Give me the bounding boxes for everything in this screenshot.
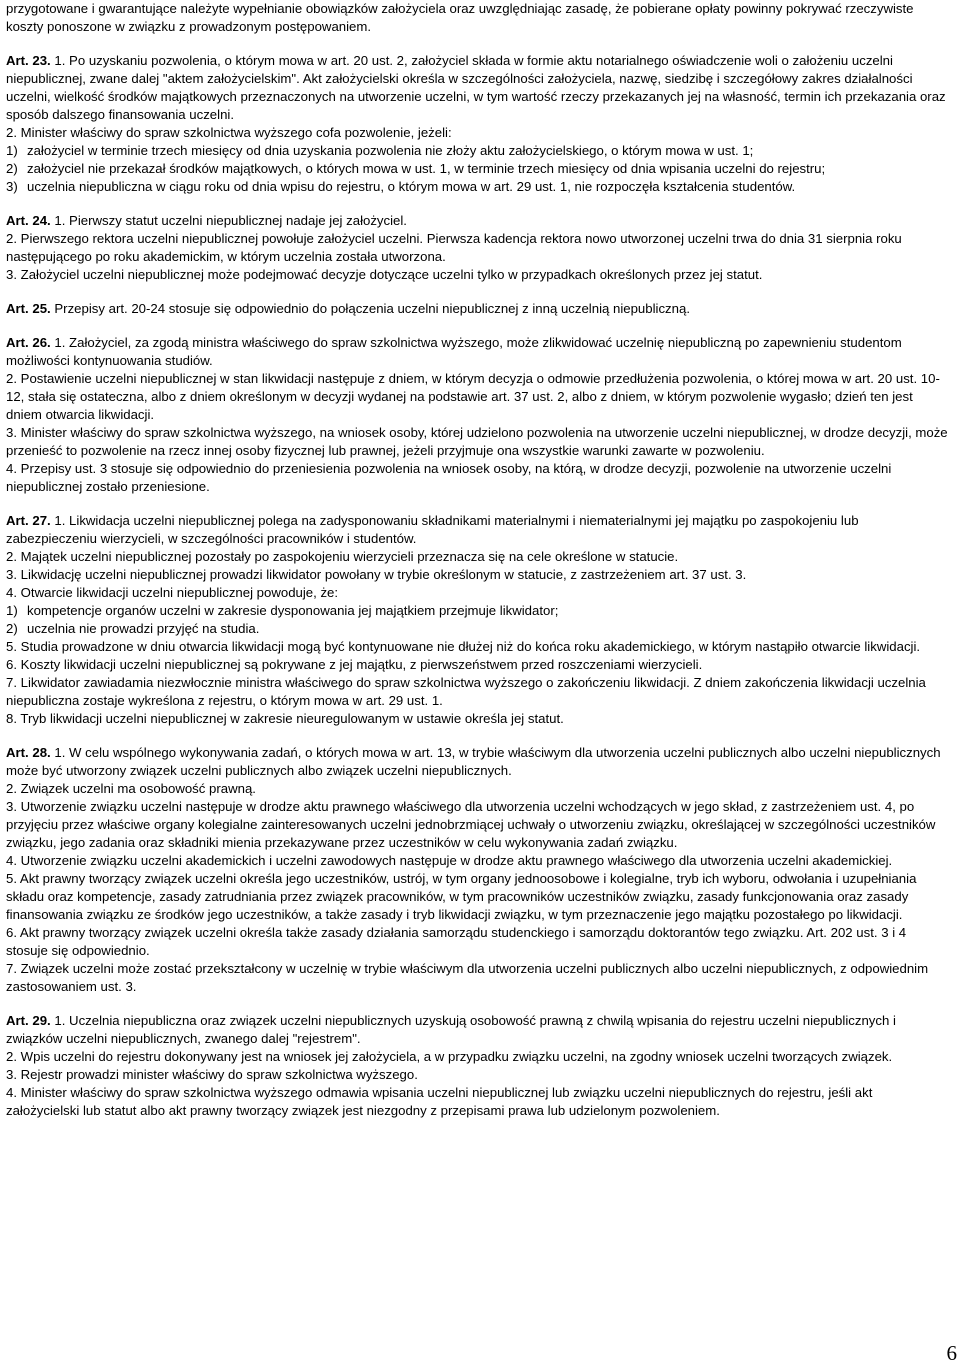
article-27-par-1-text: 1. Likwidacja uczelni niepublicznej polega na zadysponowaniu składnikami materialnymi i niematerialnymi jej majątku po zaspokojeniu lub zabezpieczeniu wierzycieli, w szczególności pracowników i studentów. [6,513,859,546]
article-26-par-3: 3. Minister właściwy do spraw szkolnictwa wyższego, na wniosek osoby, której udzielono pozwolenia na utworzenie uczelni niepublicznej, w drodze decyzji, może przenieść to pozwolenie na rzecz innej osoby fizycznej lub prawnej, jeżeli przyjmuje ona wszystkie warunki zawarte w pozwoleniu. [6,425,948,458]
item-number: 1) [6,603,18,618]
article-24 [6,212,948,284]
item-number: 2) [6,621,18,636]
article-25-par-1-text: Przepisy art. 20-24 stosuje się odpowiednio do połączenia uczelni niepublicznej z inną uczelnią niepubliczną. [54,301,690,316]
article-26 [6,334,948,496]
article-27-par-2: 2. Majątek uczelni niepublicznej pozostały po zaspokojeniu wierzycieli przeznacza się na cele określone w statucie. [6,549,679,564]
article-29 [6,1012,948,1120]
item-text: uczelnia nie prowadzi przyjęć na studia. [27,621,260,636]
article-24-label: Art. 24. [6,213,51,228]
article-28-par-2: 2. Związek uczelni ma osobowość prawną. [6,781,256,796]
article-26-par-2: 2. Postawienie uczelni niepublicznej w stan likwidacji następuje z dniem, w którym decyzja o odmowie przedłużenia pozwolenia, o której mowa w art. 20 ust. 10-12, stała się ostateczna, albo z dniem określonym w decyzji wydanej na podstawie art. 37 ust. 2, albo z dniem, w którym pozwolenie wygasło; dzień ten jest dniem otwarcia likwidacji. [6,371,940,422]
article-27-par-3: 3. Likwidację uczelni niepublicznej prowadzi likwidator powołany w trybie określonym w statucie, z zastrzeżeniem art. 37 ust. 3. [6,567,747,582]
article-27 [6,512,948,728]
article-26-par-1-text: 1. Założyciel, za zgodą ministra właściwego do spraw szkolnictwa wyższego, może zlikwidować uczelnię niepubliczną po zapewnieniu studentom możliwości kontynuowania studiów. [6,335,902,368]
document-page [6,0,948,1120]
article-29-par-1-text: 1. Uczelnia niepubliczna oraz związek uczelni niepublicznych uzyskują osobowość prawną z chwilą wpisania do rejestru uczelni niepublicznych i związków uczelni niepublicznych, zwanego dalej "rejestrem". [6,1013,896,1046]
article-25-par-1 [6,300,948,318]
article-27-par-8: 8. Tryb likwidacji uczelni niepublicznej w zakresie nieuregulowanym w ustawie określa jej statut. [6,711,564,726]
article-27-item-2 [6,620,948,638]
article-28-par-4: 4. Utworzenie związku uczelni akademickich i uczelni zawodowych następuje w drodze aktu prawnego właściwego dla utworzenia uczelni akademickiej. [6,853,893,868]
item-text: założyciel nie przekazał środków majątkowych, o których mowa w ust. 1, w terminie trzech miesięcy od dnia wpisania uczelni do rejestru; [27,161,826,176]
article-23-item-2 [6,160,948,178]
article-28-par-5: 5. Akt prawny tworzący związek uczelni określa jego uczestników, ustrój, w tym organy jednoosobowe i kolegialne, tryb ich wyboru, odwołania i uzupełniania składu oraz kompetencje, zasady zatrudniania przez związek pracowników, w tym pracowników uczestników związku, zasady funkcjonowania oraz zasady finansowania związku ze środków jego uczestników, a także zasady i tryb likwidacji związku, w tym przeznaczenie jego majątku pozostałego po likwidacji. [6,871,917,922]
item-text: założyciel w terminie trzech miesięcy od dnia uzyskania pozwolenia nie złoży aktu założycielskiego, o którym mowa w ust. 1; [27,143,754,158]
article-28-par-6: 6. Akt prawny tworzący związek uczelni określa także zasady działania samorządu studenckiego i samorządu doktorantów tego związku. Art. 202 ust. 3 i 4 stosuje się odpowiednio. [6,925,907,958]
article-23-label: Art. 23. [6,53,51,68]
article-24-par-3: 3. Założyciel uczelni niepublicznej może podejmować decyzje dotyczące uczelni tylko w przypadkach określonych przez jej statut. [6,267,763,282]
article-23-par-1 [6,52,948,124]
article-25 [6,300,948,318]
article-29-par-3: 3. Rejestr prowadzi minister właściwy do spraw szkolnictwa wyższego. [6,1067,418,1082]
article-27-par-6: 6. Koszty likwidacji uczelni niepublicznej są pokrywane z jej majątku, z pierwszeństwem przed roszczeniami wierzycieli. [6,657,703,672]
intro-paragraph: przygotowane i gwarantujące należyte wypełnianie obowiązków założyciela oraz uwzględniając zasadę, że pobierane opłaty powinny pokrywać rzeczywiste koszty ponoszone w związku z prowadzonym postępowaniem. [6,1,914,34]
article-29-label: Art. 29. [6,1013,51,1028]
article-28-par-1-text: 1. W celu wspólnego wykonywania zadań, o których mowa w art. 13, w trybie właściwym dla utworzenia uczelni publicznych albo uczelni niepublicznych może być utworzony związek uczelni publicznych albo związek uczelni niepublicznych. [6,745,941,778]
article-28-par-7: 7. Związek uczelni może zostać przekształcony w uczelnię w trybie właściwym dla utworzenia uczelni publicznych albo uczelni niepublicznych, z odpowiednim zastosowaniem ust. 3. [6,961,929,994]
article-27-par-7: 7. Likwidator zawiadamia niezwłocznie ministra właściwego do spraw szkolnictwa wyższego o zakończeniu likwidacji. Z dniem zakończenia likwidacji uczelnia niepubliczna zostaje wykreślona z rejestru, o którym mowa w art. 29 ust. 1. [6,675,926,708]
article-23-par-1-text: 1. Po uzyskaniu pozwolenia, o którym mowa w art. 20 ust. 2, założyciel składa w formie aktu notarialnego oświadczenie woli o założeniu uczelni niepublicznej, zwane dalej "aktem założycielskim". Akt założycielski określa w szczególności założyciela, nazwę, siedzibę i szczegółowy zakres działalności uczelni, wielkość środków majątkowych przeznaczonych na utworzenie uczelni, w tym wartość rzeczy przekazanych jej na własność, termin ich przekazania oraz sposób dalszego finansowania uczelni. [6,53,946,122]
article-23-item-1 [6,142,948,160]
item-number: 3) [6,179,18,194]
article-26-par-1 [6,334,948,370]
article-24-par-2: 2. Pierwszego rektora uczelni niepublicznej powołuje założyciel uczelni. Pierwsza kadencja rektora nowo utworzonej uczelni trwa do dnia 31 sierpnia roku następującego po roku akademickim, w którym uczelnia została utworzona. [6,231,902,264]
article-27-par-4: 4. Otwarcie likwidacji uczelni niepublicznej powoduje, że: [6,585,339,600]
article-27-label: Art. 27. [6,513,51,528]
article-26-par-4: 4. Przepisy ust. 3 stosuje się odpowiednio do przeniesienia pozwolenia na wniosek osoby, na którą, w drodze decyzji, pozwolenie na utworzenie uczelni niepublicznej zostało przeniesione. [6,461,892,494]
article-26-label: Art. 26. [6,335,51,350]
article-25-label: Art. 25. [6,301,51,316]
item-text: uczelnia niepubliczna w ciągu roku od dnia wpisu do rejestru, o którym mowa w art. 29 ust. 1, nie rozpoczęła kształcenia studentów. [27,179,796,194]
page-number: 6 [946,1341,957,1365]
article-23-par-2: 2. Minister właściwy do spraw szkolnictwa wyższego cofa pozwolenie, jeżeli: [6,125,452,140]
article-28-label: Art. 28. [6,745,51,760]
article-29-par-4: 4. Minister właściwy do spraw szkolnictwa wyższego odmawia wpisania uczelni niepublicznej lub związku uczelni niepublicznych do rejestru, jeśli akt założycielski lub statut albo akt prawny tworzący związek jest niezgodny z przepisami prawa lub udzielonym pozwoleniem. [6,1085,873,1118]
item-number: 2) [6,161,18,176]
article-27-par-1 [6,512,948,548]
item-number: 1) [6,143,18,158]
article-24-par-1 [6,212,948,230]
article-28-par-1 [6,744,948,780]
article-24-par-1-text: 1. Pierwszy statut uczelni niepublicznej nadaje jej założyciel. [54,213,407,228]
article-28-par-3: 3. Utworzenie związku uczelni następuje w drodze aktu prawnego właściwego dla utworzenia uczelni wchodzących w jego skład, z zastrzeżeniem ust. 4, po przyjęciu przez właściwe organy kolegialne zainteresowanych uczelni jednobrzmiącej uchwały o utworzeniu związku, określającej w szczególności uczestników związku, jego zadania oraz składniki mienia przekazywane przez uczestników w celu wykonywania zadań związku. [6,799,936,850]
article-29-par-1 [6,1012,948,1048]
article-29-par-2: 2. Wpis uczelni do rejestru dokonywany jest na wniosek jej założyciela, a w przypadku związku uczelni, na zgodny wniosek uczelni tworzących związek. [6,1049,893,1064]
article-23 [6,52,948,196]
article-23-item-3 [6,178,948,196]
article-27-item-1 [6,602,948,620]
item-text: kompetencje organów uczelni w zakresie dysponowania jej majątkiem przejmuje likwidator; [27,603,559,618]
article-28 [6,744,948,996]
article-27-par-5: 5. Studia prowadzone w dniu otwarcia likwidacji mogą być kontynuowane nie dłużej niż do końca roku akademickiego, w którym nastąpiło otwarcie likwidacji. [6,639,921,654]
